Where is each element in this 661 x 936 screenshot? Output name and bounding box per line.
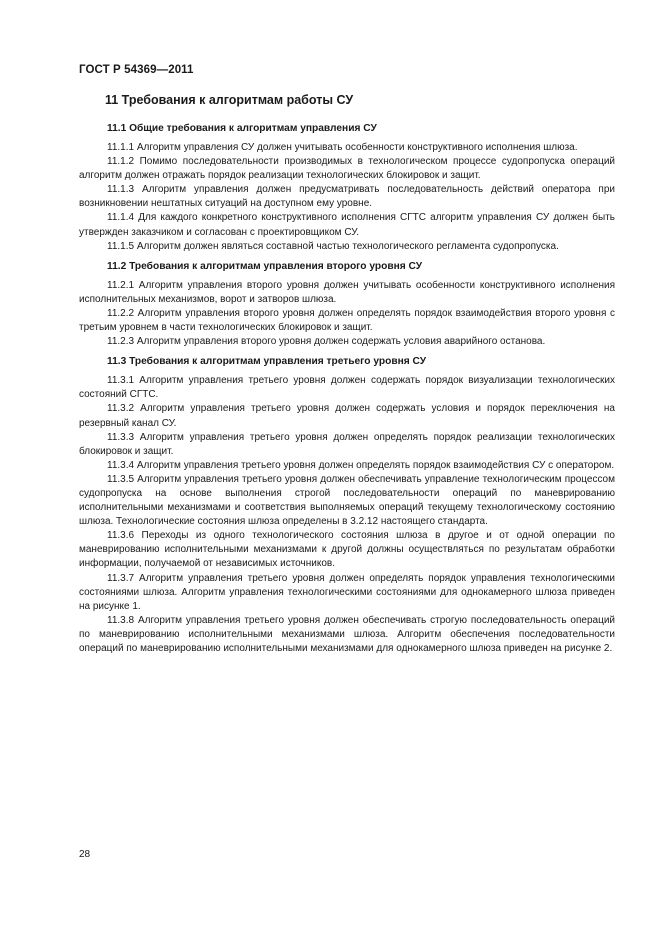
paragraph: 11.2.2 Алгоритм управления второго уровня должен определять порядок взаимодействия второго уровня с третьим уровнем в части технологических блокировок и защит. [79,307,615,334]
paragraph: 11.3.8 Алгоритм управления третьего уровня должен обеспечивать строгую последовательность операций по маневрированию исполнительными механизмами шлюза. Алгоритм обеспечения последовательности операций по маневрированию исполнительными механизмами для однокамерного шлюза приведен на рисунке 2. [79,614,615,654]
subsection-title: 11.1 Общие требования к алгоритмам управления СУ [107,123,377,134]
paragraph: 11.2.3 Алгоритм управления второго уровня должен содержать условия аварийного останова. [107,336,546,348]
subsection-title: 11.2 Требования к алгоритмам управления второго уровня СУ [107,260,423,272]
paragraph: 11.3.7 Алгоритм управления третьего уровня должен определять порядок управления технологическими состояниями шлюза. Алгоритм управления технологическими состояниями для однокамерного шлюза приведен на рисунке 1. [79,572,615,612]
paragraph: 11.1.2 Помимо последовательности производимых в технологическом процессе судопропуска операций алгоритм должен отражать порядок реализации технологических блокировок и защит. [79,156,615,182]
paragraph: 11.1.3 Алгоритм управления должен предусматривать последовательность действий оператора при возникновении нештатных ситуаций на доступном ему уровне. [79,184,615,210]
paragraph: 11.2.1 Алгоритм управления второго уровня должен учитывать особенности конструктивного исполнения исполнительных механизмов, ворот и затворов шлюза. [79,279,615,305]
document-code: ГОСТ Р 54369—2011 [79,64,194,76]
paragraph: 11.3.1 Алгоритм управления третьего уровня должен содержать порядок визуализации технологических состояний СГТС. [79,375,615,401]
paragraph: 11.1.1 Алгоритм управления СУ должен учитывать особенности конструктивного исполнения шлюза. [107,142,578,153]
page-number: 28 [79,849,91,860]
section-title: 11 Требования к алгоритмам работы СУ [105,93,354,107]
subsection-11-1 [79,122,615,254]
paragraph: 11.3.3 Алгоритм управления третьего уровня должен определять порядок реализации технологических блокировок и защит. [79,431,615,457]
paragraph: 11.1.5 Алгоритм должен являться составной частью технологического регламента судопропуска. [107,240,559,252]
paragraph: 11.3.4 Алгоритм управления третьего уровня должен определять порядок взаимодействия СУ с оператором. [107,459,615,471]
paragraph: 11.1.4 Для каждого конкретного конструктивного исполнения СГТС алгоритм управления СУ должен быть утвержден заказчиком и согласован с проектировщиком СУ. [79,212,615,238]
subsection-11-3 [79,355,615,656]
page-content [79,91,615,656]
subsection-11-2 [79,260,615,349]
paragraph: 11.3.2 Алгоритм управления третьего уровня должен содержать условия и порядок переключения на резервный канал СУ. [79,403,615,429]
paragraph: 11.3.6 Переходы из одного технологического состояния шлюза в другое и от одной операции по маневрированию исполнительными механизмами к другой должны осуществляться по результатам обработки информации, получаемой от независимых источников. [79,530,615,570]
paragraph: 11.3.5 Алгоритм управления третьего уровня должен обеспечивать управление технологическим процессом судопропуска на основе выполнения строгой последовательности операций по маневрированию исполнительными механизмами и соответствия выполняемых операций текущему технологическому состоянию шлюза. Технологические состояния шлюза определены в 3.2.12 настоящего стандарта. [79,473,615,528]
subsection-title: 11.3 Требования к алгоритмам управления третьего уровня СУ [107,356,427,368]
